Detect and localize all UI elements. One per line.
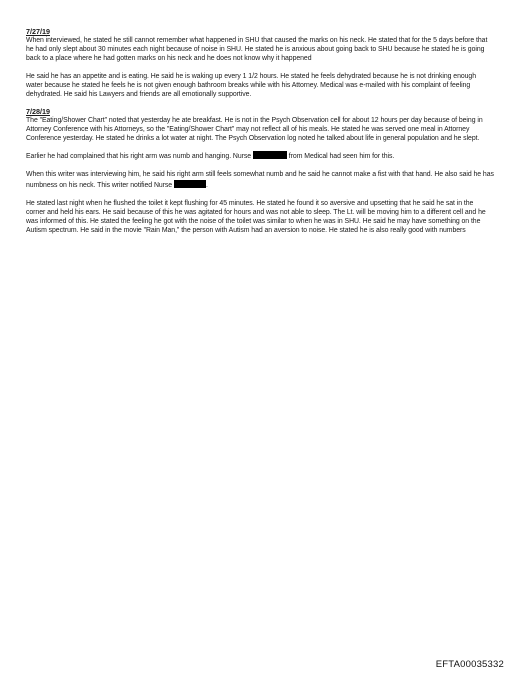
paragraph-eating-chart: The "Eating/Shower Chart" noted that yesterday he ate breakfast. He is not in the Psych Observation cell for about 12 hours per day because of being in Attorney Conference with his Attorneys, so the "Eating/Shower Chart" may not reflect all of his meals. He stated he was served one meal in Attorney Conference yesterday. He stated he drinks a lot water at night. The Psych Observation log noted he talked about life in general population and he slept.: [26, 117, 483, 143]
paragraph-toilet-noise: He stated last night when he flushed the toilet it kept flushing for 45 minutes. He stated he found it so aversive and upsetting that he said he sat in the corner and held his ears. He said because of this he was agitated for hours and was not able to sleep. The Lt. will be moving him to a different cell and he was informed of this. He stated the feeling he got with the noise of the toilet was similar to when he was in SHU. He said he may have something on the Autism spectrum. He said in the movie "Rain Man," the person with Autism had an aversion to noise. He stated he is also really good with numbers: [26, 199, 486, 234]
redaction-bar: [253, 151, 287, 159]
entry-date-2: 7/28/19: [26, 107, 50, 117]
arm-numb-text-end: from Medical had seen him for this.: [286, 153, 395, 161]
paragraph-interview: When interviewed, he stated he still cannot remember what happened in SHU that caused the marks on his neck. He stated that for the 5 days before that he had only slept about 30 minutes each night because of noise in SHU. He stated he is anxious about going back to SHU because he stated he is going back to a place where he had gotten marks on his neck and he does not know why it happened: [26, 37, 488, 63]
paragraph-interview-arm: [26, 170, 494, 189]
interview-arm-text-end: .: [205, 181, 208, 189]
arm-numb-text-start: Earlier he had complained that his right arm was numb and hanging. Nurse: [26, 153, 253, 161]
paragraph-arm-numb: [26, 151, 494, 161]
document-id-footer: EFTA00035332: [435, 659, 504, 670]
entry-date-1: 7/27/19: [26, 27, 50, 36]
paragraph-appetite: He said he has an appetite and is eating. He said he is waking up every 1 1/2 hours. He stated he feels dehydrated because he is not drinking enough water because he stated he feels he is not given enough bathroom breaks while with his Attorney. Medical was e-mailed with his complaint of feeling dehydrated. He said his Lawyers and friends are all emotionally supportive.: [26, 73, 476, 99]
document-body: [26, 27, 494, 235]
redaction-bar: [174, 180, 206, 188]
interview-arm-text-start: When this writer was interviewing him, he said his right arm still feels somewhat numb and he said he cannot make a fist with that hand. He also said he has numbness on his neck. This writer notified Nurse: [26, 171, 494, 189]
